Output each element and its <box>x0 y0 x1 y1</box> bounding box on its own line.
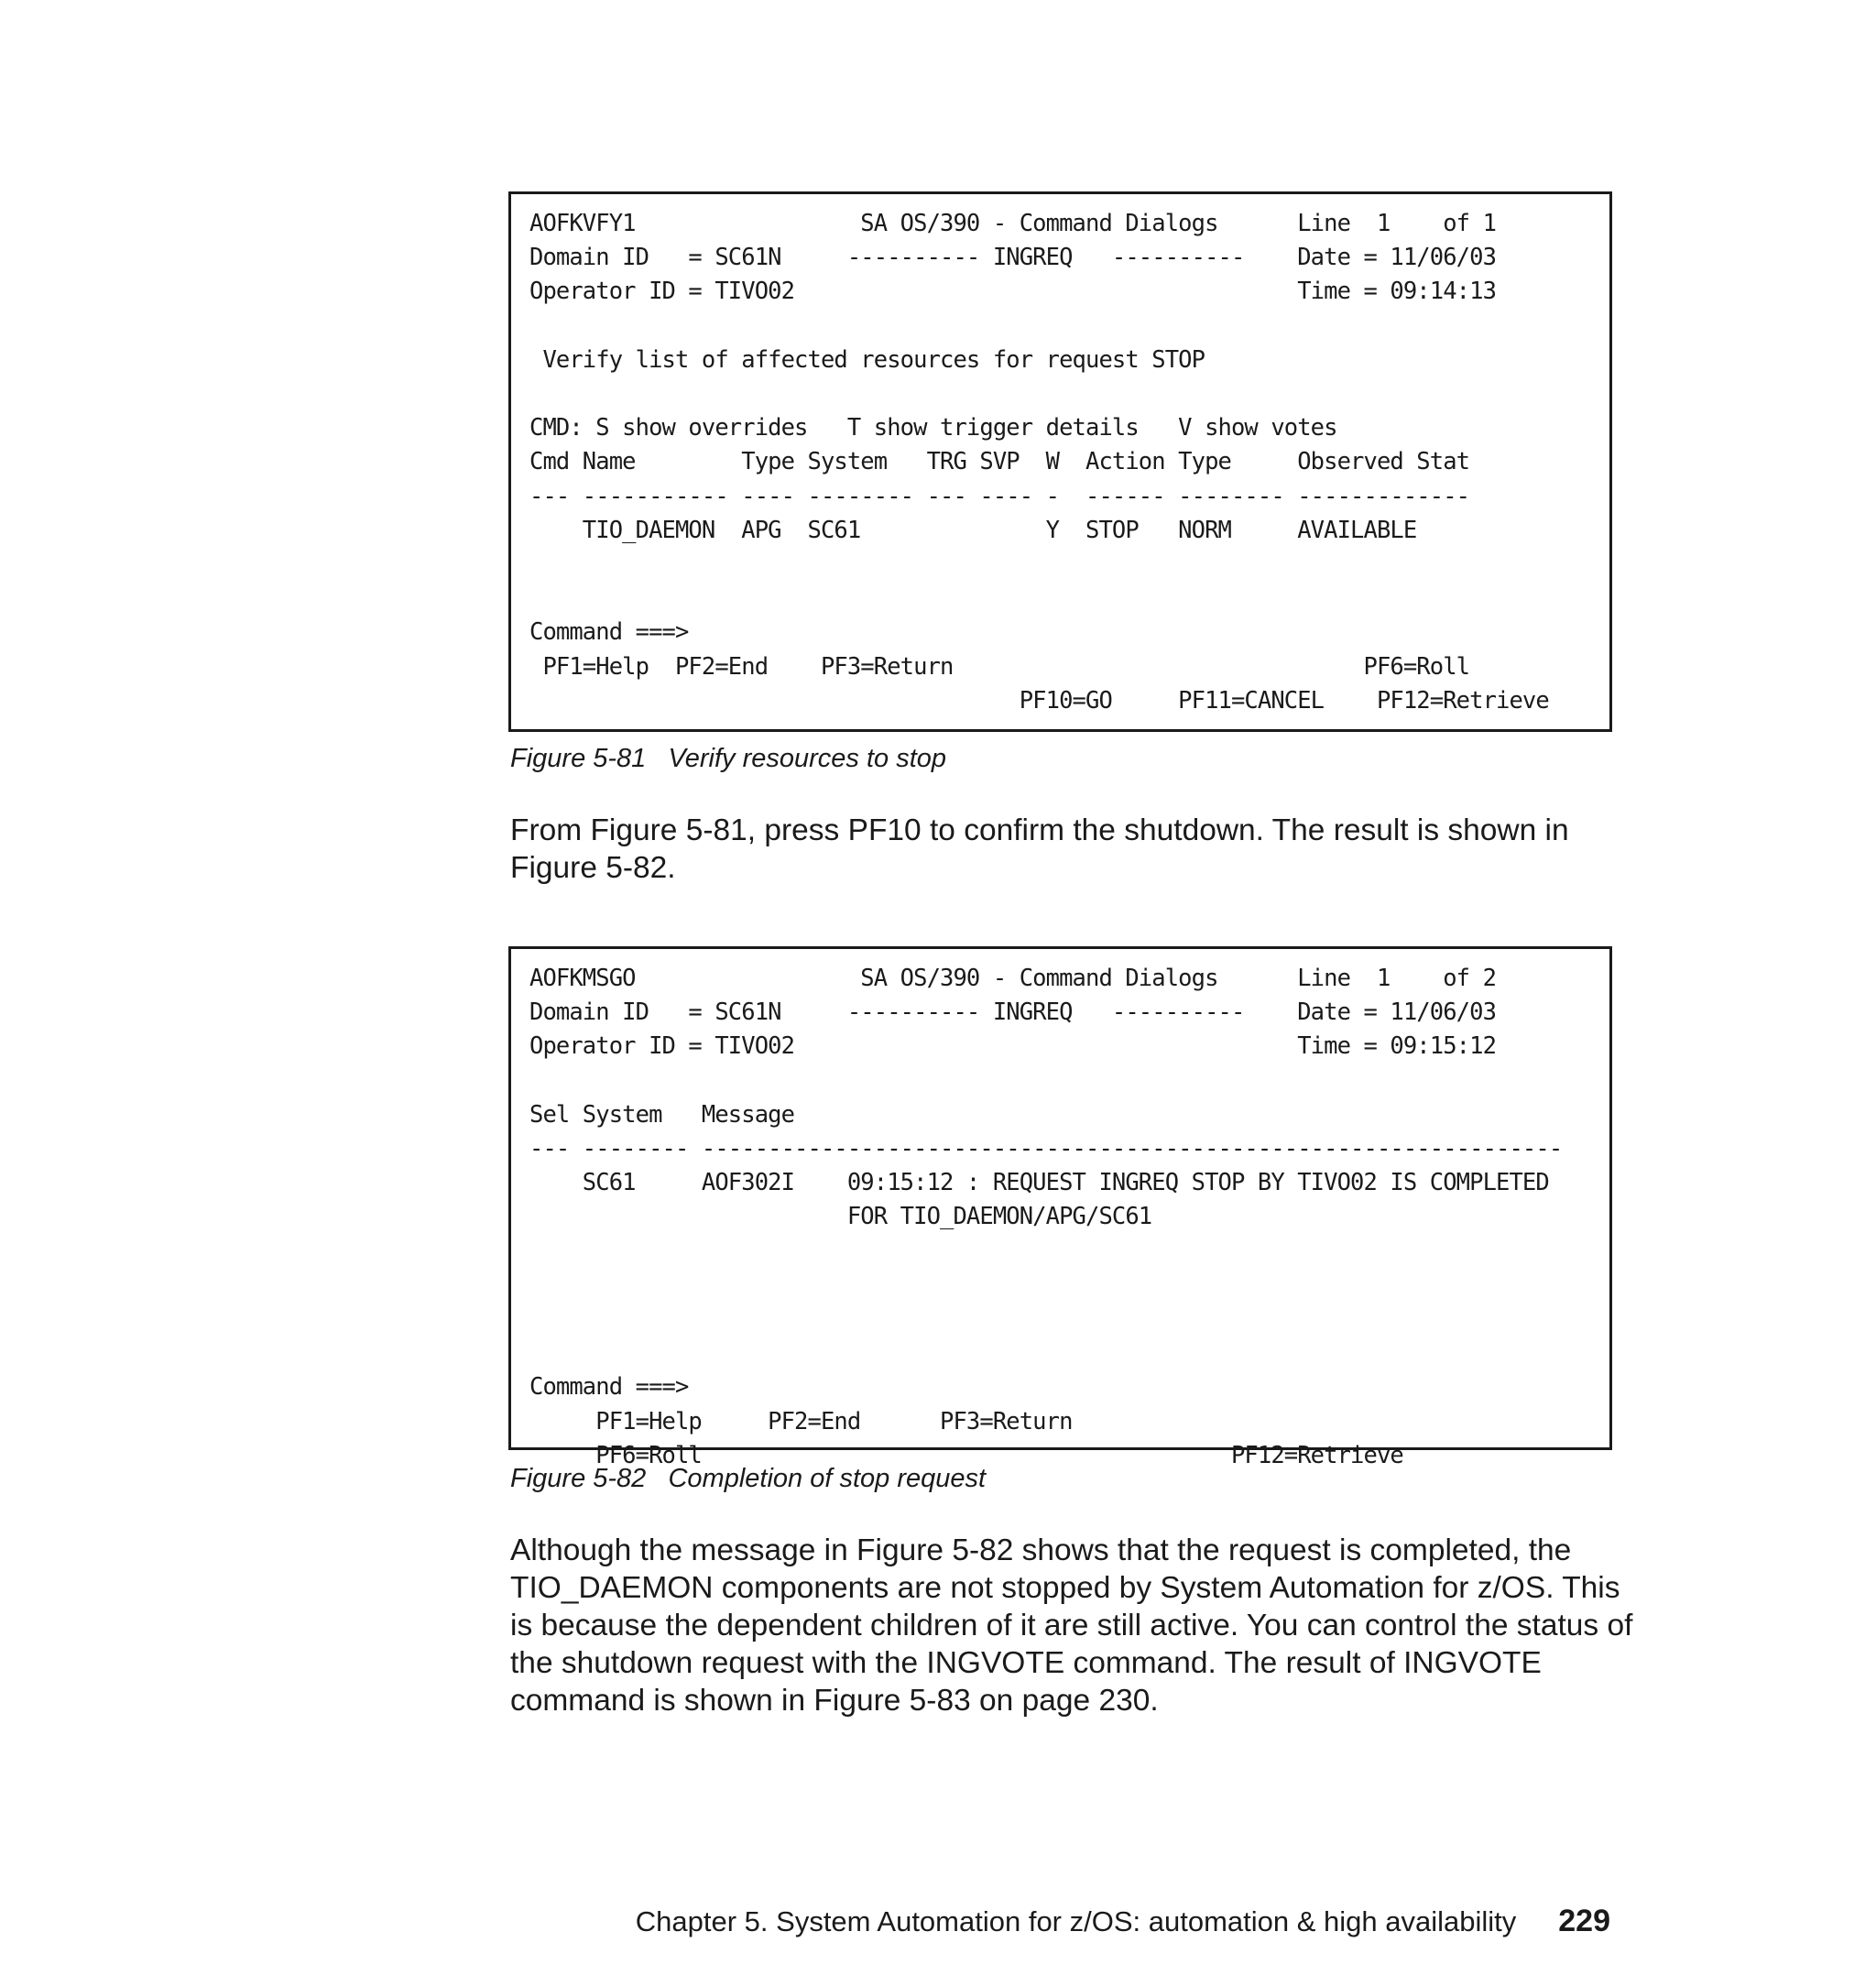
figure-caption: Figure 5-82 Completion of stop request <box>510 1464 987 1493</box>
page-footer <box>636 1904 1610 1939</box>
figure-caption: Figure 5-81 Verify resources to stop <box>510 744 947 773</box>
figure-5-81-terminal-screen <box>508 191 1612 732</box>
terminal-text: AOFKMSGO SA OS/390 - Command Dialogs Line 1 of 2 Domain ID = SC61N ---------- INGREQ ---------- Date = 11/06/03 Operator ID = TIVO02 Time = 09:15:12 Sel System Message --- -------- ----------------------------------------------------------------- SC61 AOF302I 09:15:12 : REQUEST INGREQ STOP BY TIVO02 IS COMPLETED FOR TIO_DAEMON/APG/SC61 Command ===> PF1=Help PF2=End PF3=Return PF6=Roll PF12=Retrieve <box>529 965 1563 1469</box>
page-number: 229 <box>1558 1904 1610 1938</box>
body-paragraph: From Figure 5-81, press PF10 to confirm the shutdown. The result is shown in Figure 5-82. <box>510 813 1569 885</box>
chapter-title: Chapter 5. System Automation for z/OS: automation & high availability <box>635 1905 1517 1937</box>
terminal-text: AOFKVFY1 SA OS/390 - Command Dialogs Line 1 of 1 Domain ID = SC61N ---------- INGREQ ---------- Date = 11/06/03 Operator ID = TIVO02 Time = 09:14:13 Verify list of affected resources for request STOP CMD: S show overrides T show trigger details V show votes Cmd Name Type System TRG SVP W Action Type Observed Stat --- ----------- ---- -------- --- ---- - ------ -------- ------------- TIO_DAEMON APG SC61 Y STOP NORM AVAILABLE Command ===> PF1=Help PF2=End PF3=Return PF6=Roll PF10=GO PF11=CANCEL PF12=Retrieve <box>529 210 1549 715</box>
figure-5-82-terminal-screen <box>508 946 1612 1469</box>
body-paragraph: Although the message in Figure 5-82 shows that the request is completed, the TIO_DAEMON components are not stopped by System Automation for z/OS. This is because the dependent children of it are still active. You can control the status of the shutdown request with the INGVOTE command. The result of INGVOTE command is shown in Figure 5-83 on page 230. <box>510 1533 1633 1718</box>
